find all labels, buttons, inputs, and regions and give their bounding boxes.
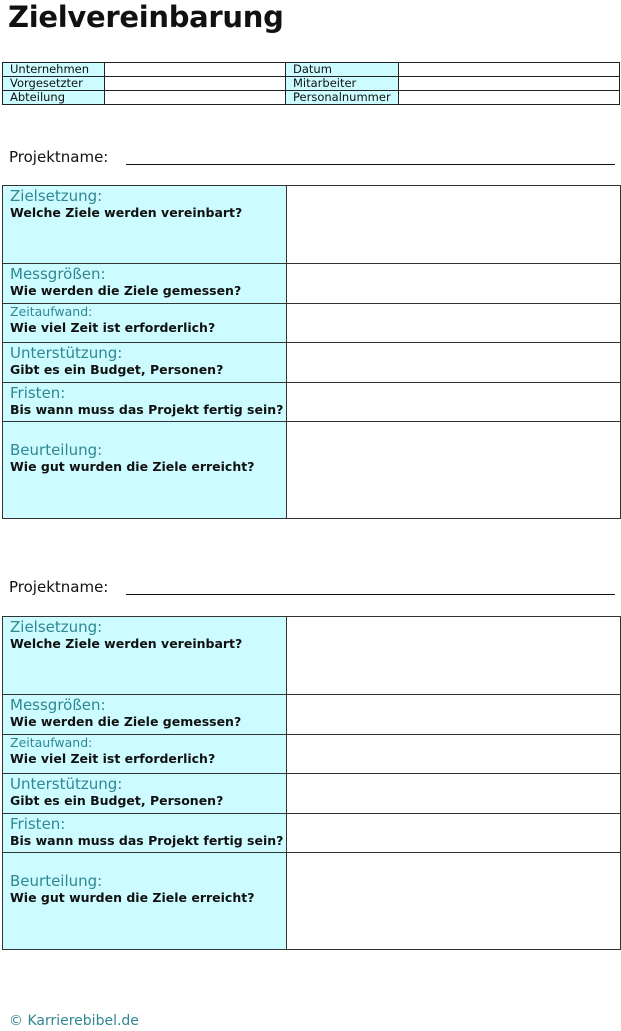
time-effort-question: Wie viel Zeit ist erforderlich? [10,751,216,766]
time-effort-question: Wie viel Zeit ist erforderlich? [10,320,216,335]
date-field[interactable] [399,63,620,77]
date-label: Datum [286,63,399,77]
evaluation-cell [3,422,287,519]
project-name-line [9,148,615,168]
metrics-answer[interactable] [287,695,621,735]
metrics-cell [3,695,287,735]
department-label: Abteilung [3,91,105,105]
project-name-label: Projektname: [9,148,109,166]
deadlines-answer[interactable] [287,383,621,422]
metrics-question: Wie werden die Ziele gemessen? [10,283,242,298]
evaluation-heading: Beurteilung: [10,872,103,890]
support-answer[interactable] [287,343,621,383]
support-heading: Unterstützung: [10,775,123,793]
deadlines-cell [3,814,287,853]
deadlines-answer[interactable] [287,814,621,853]
support-cell [3,774,287,814]
deadlines-cell [3,383,287,422]
support-answer[interactable] [287,774,621,814]
project-name-label: Projektname: [9,578,109,596]
metrics-cell [3,264,287,304]
support-heading: Unterstützung: [10,344,123,362]
company-field[interactable] [105,63,286,77]
personnel-number-label: Personalnummer [286,91,399,105]
goal-setting-answer[interactable] [287,186,621,264]
deadlines-question: Bis wann muss das Projekt fertig sein? [10,833,284,848]
project-name-field[interactable] [126,594,615,595]
project-name-field[interactable] [126,164,615,165]
department-field[interactable] [105,91,286,105]
goal-setting-question: Welche Ziele werden vereinbart? [10,205,243,220]
project-name-line [9,578,615,598]
time-effort-answer[interactable] [287,304,621,343]
supervisor-field[interactable] [105,77,286,91]
time-effort-cell [3,304,287,343]
evaluation-answer[interactable] [287,853,621,950]
employee-label: Mitarbeiter [286,77,399,91]
info-table [2,62,620,105]
evaluation-question: Wie gut wurden die Ziele erreicht? [10,459,255,474]
goal-table [2,185,621,519]
time-effort-answer[interactable] [287,735,621,774]
time-effort-heading: Zeitaufwand: [10,304,93,319]
deadlines-heading: Fristen: [10,815,66,833]
copyright-footer: © Karrierebibel.de [9,1013,139,1029]
support-cell [3,343,287,383]
deadlines-question: Bis wann muss das Projekt fertig sein? [10,402,284,417]
evaluation-question: Wie gut wurden die Ziele erreicht? [10,890,255,905]
supervisor-label: Vorgesetzter [3,77,105,91]
support-question: Gibt es ein Budget, Personen? [10,362,224,377]
time-effort-heading: Zeitaufwand: [10,735,93,750]
goal-table [2,616,621,950]
goal-setting-cell [3,617,287,695]
company-label: Unternehmen [3,63,105,77]
page-title: Zielvereinbarung [8,0,284,34]
evaluation-cell [3,853,287,950]
time-effort-cell [3,735,287,774]
goal-setting-question: Welche Ziele werden vereinbart? [10,636,243,651]
goal-setting-heading: Zielsetzung: [10,187,103,205]
personnel-number-field[interactable] [399,91,620,105]
evaluation-heading: Beurteilung: [10,441,103,459]
goal-setting-cell [3,186,287,264]
employee-field[interactable] [399,77,620,91]
metrics-heading: Messgrößen: [10,696,106,714]
goal-setting-heading: Zielsetzung: [10,618,103,636]
deadlines-heading: Fristen: [10,384,66,402]
metrics-question: Wie werden die Ziele gemessen? [10,714,242,729]
support-question: Gibt es ein Budget, Personen? [10,793,224,808]
metrics-heading: Messgrößen: [10,265,106,283]
goal-setting-answer[interactable] [287,617,621,695]
evaluation-answer[interactable] [287,422,621,519]
metrics-answer[interactable] [287,264,621,304]
